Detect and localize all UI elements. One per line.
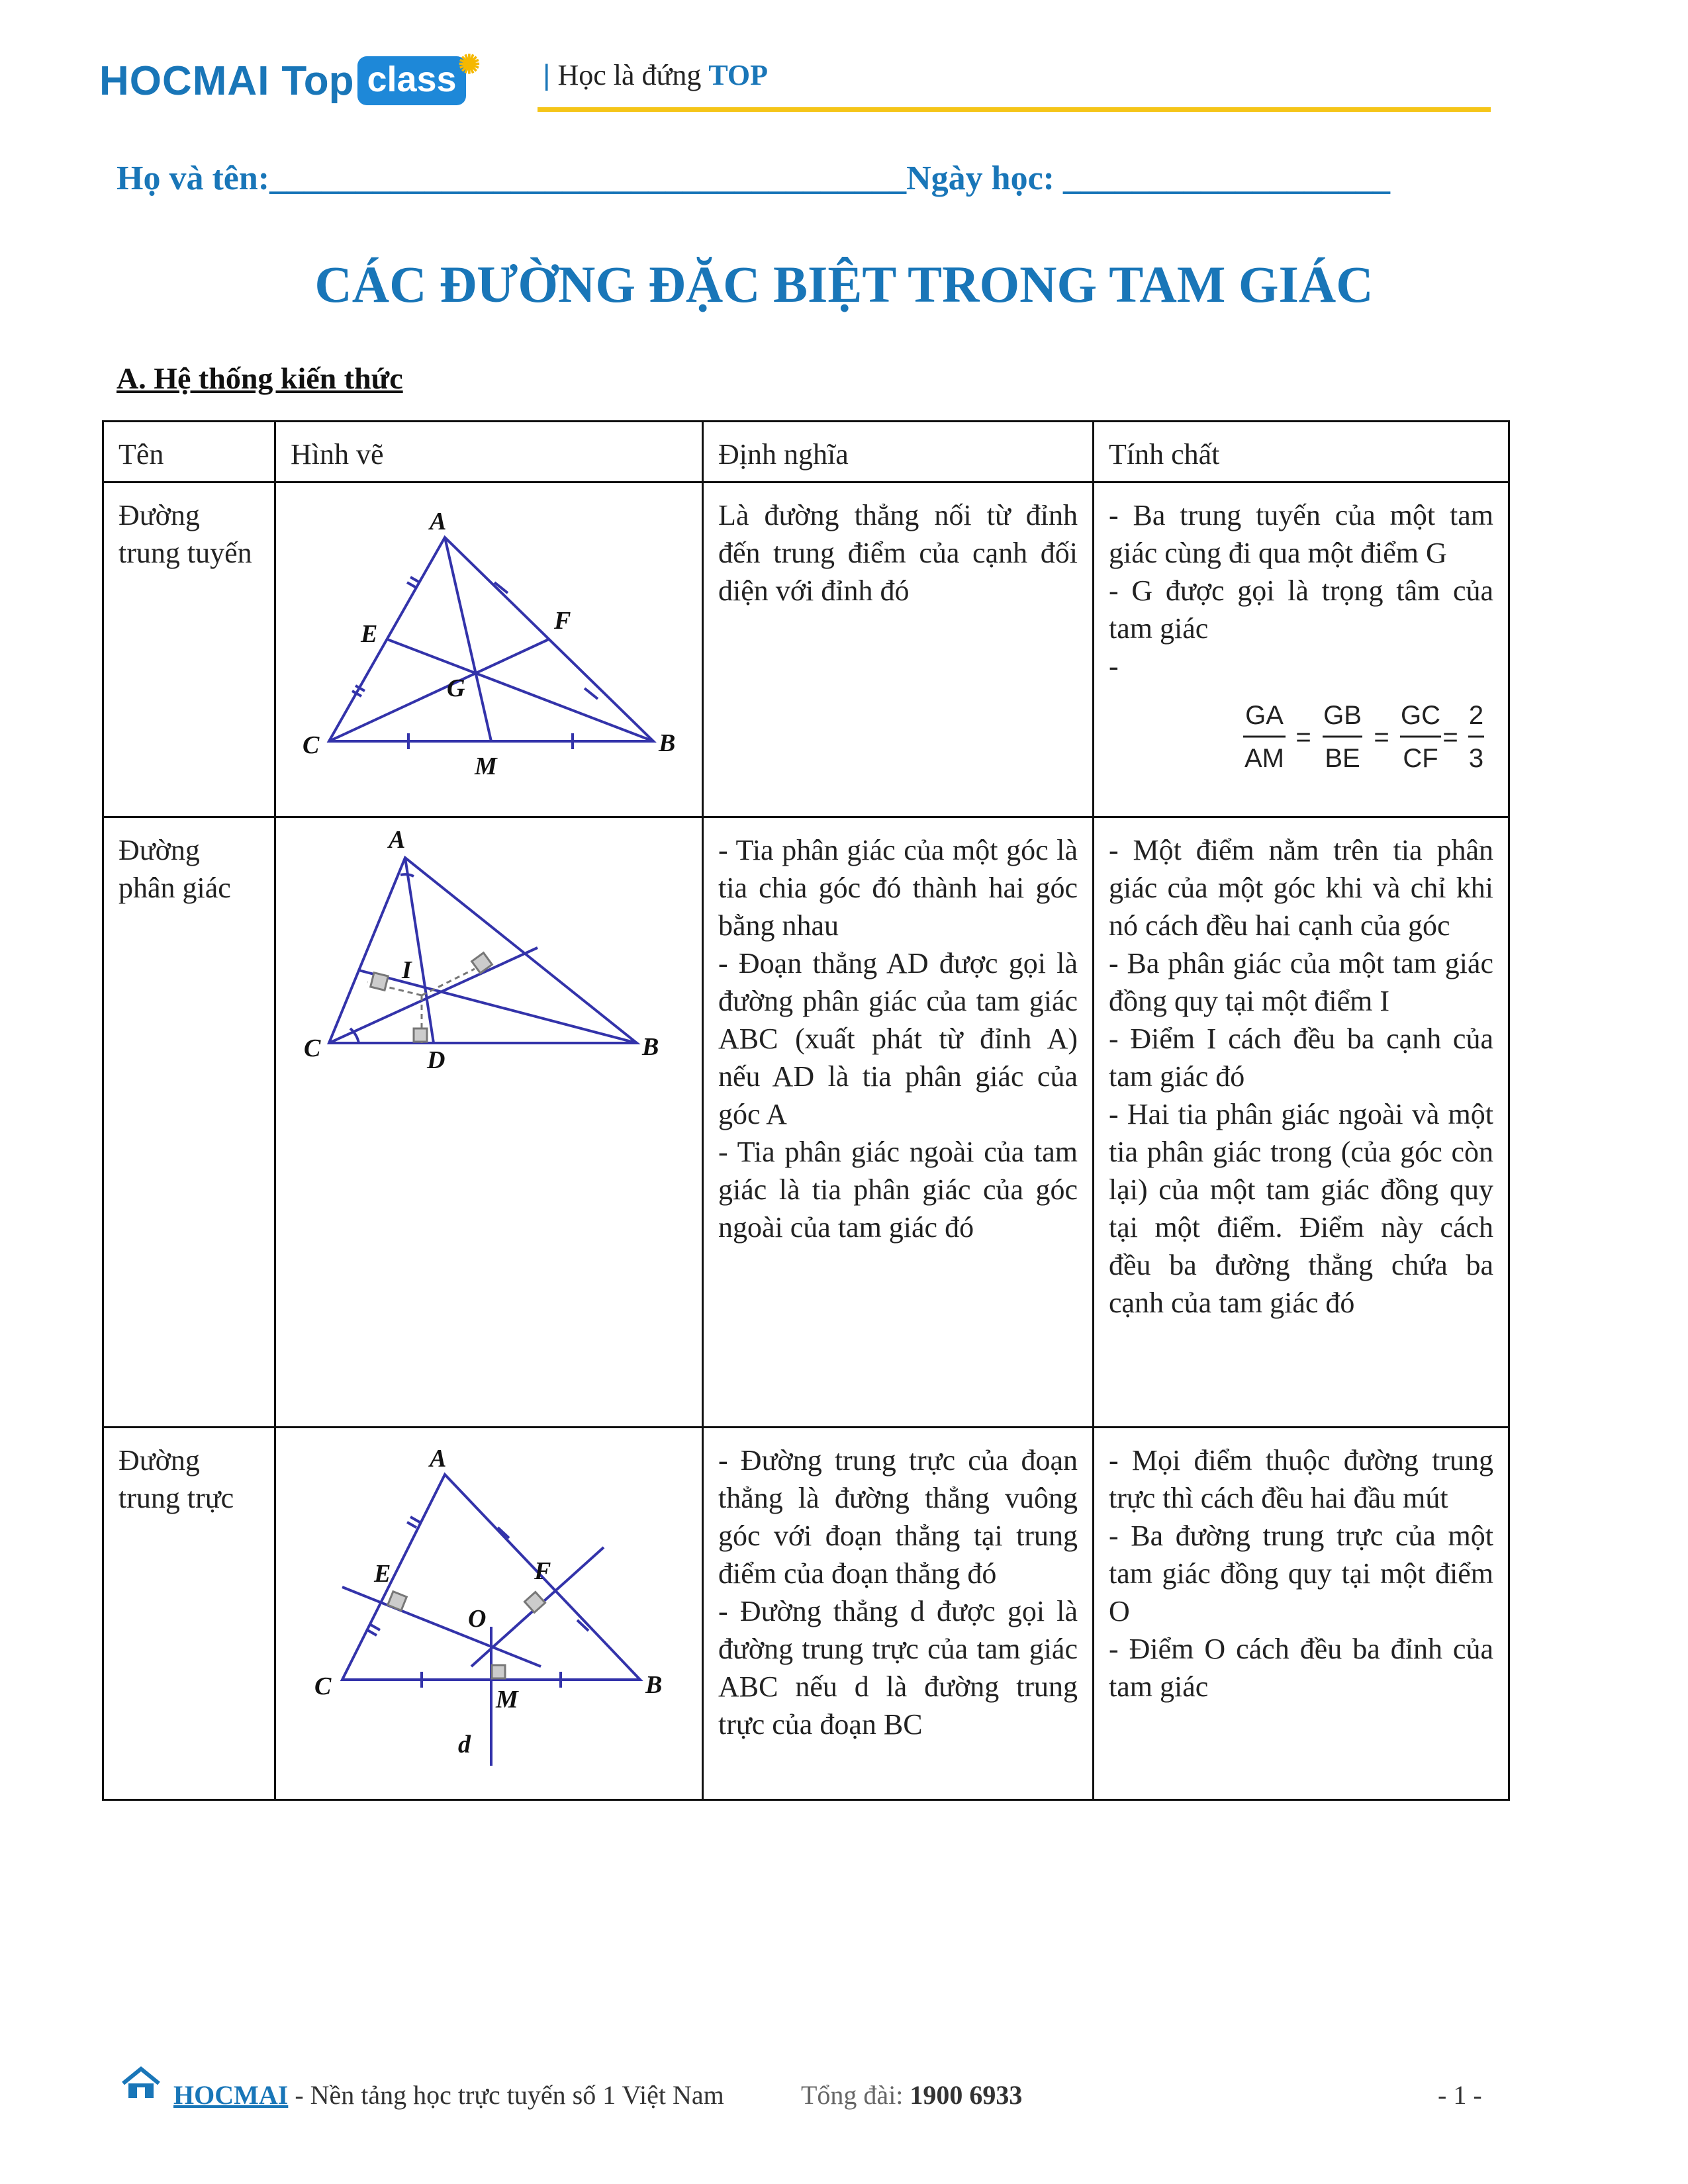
- label-b: B: [659, 729, 676, 757]
- label-b: B: [642, 1033, 659, 1061]
- date-label: Ngày học:: [906, 159, 1055, 197]
- row-name-bisector: Đường phân giác: [103, 817, 275, 1428]
- frac-num-3: GC: [1401, 701, 1440, 730]
- label-a: A: [389, 826, 406, 854]
- label-o: O: [468, 1605, 487, 1633]
- label-f: F: [534, 1557, 551, 1585]
- frac-num-2: GB: [1323, 701, 1362, 730]
- row-properties-bisector: [1094, 817, 1509, 1428]
- footer-tagline: [173, 2079, 724, 2111]
- footer-hotline: [801, 2079, 1022, 2111]
- name-blank[interactable]: _____________________________________: [269, 159, 907, 197]
- property-item: - Mọi điểm thuộc đường trung trực thì cách đều hai đầu mút: [1109, 1444, 1493, 1514]
- property-item: - Một điểm nằm trên tia phân giác của một góc khi và chỉ khi nó cách đều hai cạnh của góc: [1109, 834, 1493, 942]
- bisector-b: [359, 970, 637, 1043]
- frac-den-3: CF: [1403, 744, 1438, 773]
- logo-top-text: Top: [281, 58, 354, 104]
- label-m: M: [496, 1686, 518, 1713]
- definition-item: - Tia phân giác của một góc là tia chia góc đó thành hai góc bằng nhau: [718, 834, 1078, 942]
- label-i: I: [402, 956, 412, 984]
- definition-item: - Đường thẳng d được gọi là đường trung trực của tam giác ABC nếu d là đường trung trực của đoạn BC: [718, 1595, 1078, 1741]
- row-definition-perpendicular: [703, 1428, 1094, 1800]
- definition-item: - Đường trung trực của đoạn thẳng là đường thẳng vuông góc với đoạn thẳng tại trung điểm của đoạn thẳng đó: [718, 1444, 1078, 1590]
- label-f: F: [554, 607, 571, 635]
- label-c: C: [303, 731, 320, 759]
- table-row: [103, 482, 1509, 817]
- triangle-abc: [329, 858, 637, 1043]
- header-name: Tên: [103, 422, 275, 482]
- bisector-c: [329, 948, 538, 1043]
- median-be: [387, 639, 653, 741]
- frac-den-2: BE: [1325, 744, 1360, 773]
- property-item: - Ba phân giác của một tam giác đồng quy tại một điểm I: [1109, 947, 1493, 1017]
- logo-class-badge: [357, 50, 481, 105]
- label-d: D: [427, 1046, 445, 1074]
- property-item: - G được gọi là trọng tâm của tam giác: [1109, 574, 1493, 645]
- sun-icon: ✺: [458, 50, 481, 79]
- centroid-ratio-formula: [1109, 694, 1493, 780]
- slogan-prefix: Học là đứng: [557, 59, 702, 91]
- definition-item: - Tia phân giác ngoài của tam giác là tia phân giác của góc ngoài của tam giác đó: [718, 1136, 1078, 1244]
- property-item: - Ba trung tuyến của một tam giác cùng đi qua một điểm G: [1109, 499, 1493, 569]
- median-am: [445, 537, 491, 741]
- property-item: - Điểm I cách đều ba cạnh của tam giác đó: [1109, 1023, 1493, 1093]
- header-definition: Định nghĩa: [703, 422, 1094, 482]
- row-definition-bisector: [703, 817, 1094, 1428]
- row-name-median: Đường trung tuyến: [103, 482, 275, 817]
- bisector-figure: [275, 817, 703, 1428]
- table-header-row: [103, 422, 1509, 482]
- label-c: C: [304, 1034, 321, 1062]
- footer-brand-link[interactable]: HOCMAI: [173, 2080, 289, 2110]
- hocmai-topclass-logo: [99, 50, 481, 107]
- logo-hocmai-text: HOCMAI: [99, 58, 270, 104]
- page-number: - 1 -: [1438, 2080, 1482, 2110]
- row-properties-median: [1094, 482, 1509, 817]
- logo-class-text: class: [367, 60, 457, 99]
- svg-text:=: =: [1442, 723, 1458, 752]
- svg-text:=: =: [1374, 723, 1389, 752]
- frac-den-1: AM: [1244, 744, 1284, 773]
- bisector-diagram: [276, 818, 702, 1083]
- frac-num-4: 2: [1468, 701, 1484, 730]
- property-item: - Điểm O cách đều ba đỉnh của tam giác: [1109, 1633, 1493, 1703]
- frac-num-1: GA: [1245, 701, 1284, 730]
- frac-den-4: 3: [1468, 744, 1484, 773]
- perpendicular-diagram: [276, 1428, 702, 1799]
- label-b: B: [645, 1671, 663, 1699]
- row-properties-perpendicular: [1094, 1428, 1509, 1800]
- median-figure: [275, 482, 703, 817]
- student-info-line: [117, 159, 1390, 198]
- row-definition-median: Là đường thẳng nối từ đỉnh đến trung điểm của cạnh đối diện với đỉnh đó: [703, 482, 1094, 817]
- date-blank[interactable]: ___________________: [1062, 159, 1390, 197]
- slogan-top: TOP: [708, 59, 768, 91]
- label-m: M: [475, 752, 497, 780]
- slogan: [543, 58, 768, 92]
- label-e: E: [374, 1560, 391, 1588]
- page-title: CÁC ĐƯỜNG ĐẶC BIỆT TRONG TAM GIÁC: [314, 255, 1374, 313]
- hocmai-house-icon: [118, 2065, 164, 2105]
- median-diagram: [276, 483, 702, 814]
- label-a: A: [430, 1445, 447, 1473]
- label-c: C: [314, 1672, 332, 1700]
- hotline-label: Tổng đài:: [801, 2080, 910, 2110]
- section-a-heading: A. Hệ thống kiến thức: [117, 361, 403, 395]
- label-g: G: [447, 674, 465, 702]
- triangle-abc: [329, 537, 653, 741]
- bisector-ad: [405, 858, 434, 1043]
- slogan-divider: |: [543, 59, 551, 91]
- footer-tagline-text: - Nền tảng học trực tuyến số 1 Việt Nam: [288, 2080, 724, 2110]
- table-row: [103, 1428, 1509, 1800]
- header-properties: Tính chất: [1094, 422, 1509, 482]
- row-name-perpendicular: Đường trung trực: [103, 1428, 275, 1800]
- definition-item: - Đoạn thẳng AD được gọi là đường phân giác của tam giác ABC (xuất phát từ đỉnh A) nếu AD là tia phân giác của góc A: [718, 947, 1078, 1130]
- header-figure: Hình vẽ: [275, 422, 703, 482]
- svg-text:=: =: [1295, 723, 1311, 752]
- property-item: - Hai tia phân giác ngoài và một tia phân giác trong (của góc còn lại) của một tam giác đồng quy tại một điểm. Điểm này cách đều ba đường thẳng chứa ba cạnh của tam giác đó: [1109, 1098, 1493, 1319]
- header-divider: [538, 107, 1491, 112]
- knowledge-table: [102, 420, 1510, 1801]
- hotline-number: 1900 6933: [910, 2080, 1023, 2110]
- table-row: [103, 817, 1509, 1428]
- label-a: A: [430, 508, 447, 535]
- perpendicular-figure: [275, 1428, 703, 1800]
- property-item: -: [1109, 650, 1119, 682]
- label-e: E: [361, 620, 378, 648]
- label-d: d: [458, 1731, 471, 1758]
- name-label: Họ và tên:: [117, 159, 270, 197]
- property-item: - Ba đường trung trực của một tam giác đồng quy tại một điểm O: [1109, 1520, 1493, 1627]
